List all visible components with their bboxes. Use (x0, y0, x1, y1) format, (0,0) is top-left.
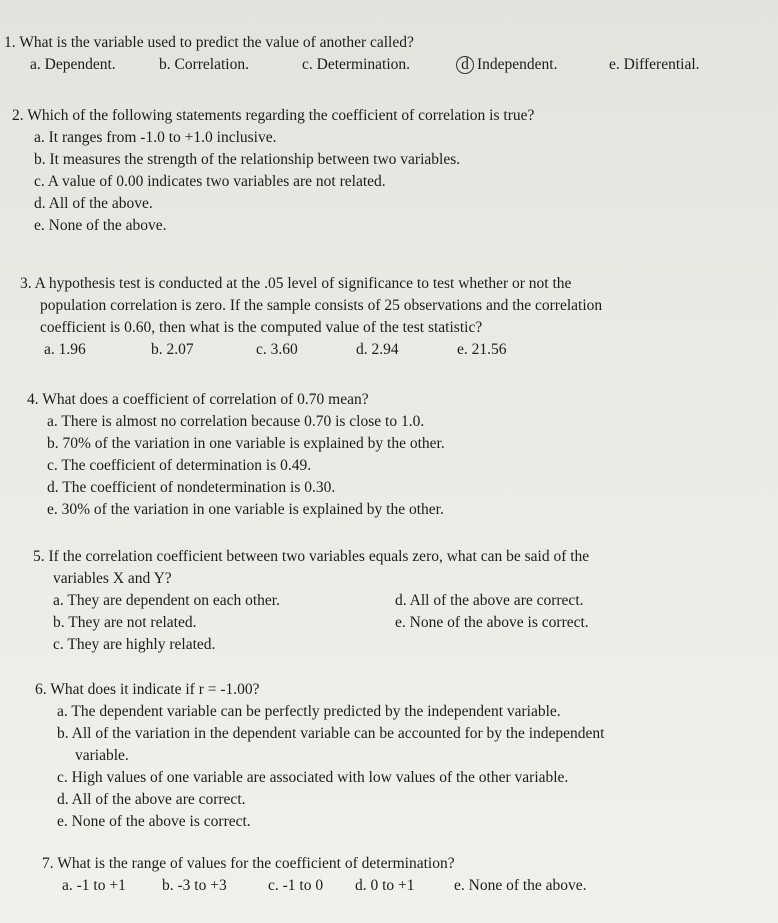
q3-option-a[interactable]: a. 1.96 (44, 341, 86, 358)
question-4 (27, 389, 767, 521)
question-1-options (4, 54, 744, 76)
q2-option-b[interactable]: b. It measures the strength of the relationship between two variables. (34, 151, 461, 168)
q2-option-d[interactable]: d. All of the above. (34, 195, 153, 212)
q7-option-b[interactable]: b. -3 to +3 (162, 877, 227, 894)
question-1 (4, 32, 744, 76)
q4-option-c[interactable]: c. The coefficient of determination is 0.49. (47, 457, 312, 474)
question-3-options (20, 339, 765, 361)
q6-option-c[interactable]: c. High values of one variable are associated with low values of the other variable. (57, 769, 569, 786)
q2-option-e[interactable]: e. None of the above. (34, 217, 167, 234)
q6-option-b-continued: variable. (75, 747, 129, 764)
q6-option-e[interactable]: e. None of the above is correct. (57, 813, 251, 830)
question-7-stem: 7. What is the range of values for the coefficient of determination? (42, 855, 455, 872)
question-7 (42, 853, 762, 897)
question-6-stem: 6. What does it indicate if r = -1.00? (35, 681, 260, 698)
question-1-stem: 1. What is the variable used to predict the value of another called? (4, 34, 414, 51)
question-5-stem-line-2: variables X and Y? (53, 570, 172, 587)
q5-option-b[interactable]: b. They are not related. (53, 614, 197, 631)
q5-option-a[interactable]: a. They are dependent on each other. (53, 592, 280, 609)
circled-answer-mark: d (456, 56, 474, 74)
q5-option-e[interactable]: e. None of the above is correct. (395, 614, 589, 631)
q7-option-e[interactable]: e. None of the above. (454, 877, 587, 894)
q4-option-d[interactable]: d. The coefficient of nondetermination is 0.30. (47, 479, 336, 496)
question-5-options (33, 590, 773, 656)
q5-option-c[interactable]: c. They are highly related. (53, 636, 216, 653)
question-5-stem-line-1: 5. If the correlation coefficient between two variables equals zero, what can be said of the (33, 548, 590, 565)
q3-option-c[interactable]: c. 3.60 (256, 341, 298, 358)
q4-option-e[interactable]: e. 30% of the variation in one variable is explained by the other. (47, 501, 444, 518)
q2-option-a[interactable]: a. It ranges from -1.0 to +1.0 inclusive. (34, 129, 277, 146)
q6-option-b[interactable]: b. All of the variation in the dependent variable can be accounted for by the independent (57, 725, 605, 742)
q1-option-b[interactable]: b. Correlation. (159, 56, 249, 73)
q7-option-d[interactable]: d. 0 to +1 (355, 877, 415, 894)
question-3-stem-line-2: population correlation is zero. If the sample consists of 25 observations and the correlation (40, 297, 603, 314)
q1-option-d[interactable] (456, 54, 557, 76)
q4-option-a[interactable]: a. There is almost no correlation because 0.70 is close to 1.0. (47, 413, 425, 430)
q6-option-a[interactable]: a. The dependent variable can be perfectly predicted by the independent variable. (57, 703, 561, 720)
q3-option-b[interactable]: b. 2.07 (151, 341, 194, 358)
question-6 (35, 679, 775, 833)
question-3-stem-line-1: 3. A hypothesis test is conducted at the .05 level of significance to test whether or not the (20, 275, 572, 292)
question-3 (20, 273, 765, 361)
question-3-stem-line-3: coefficient is 0.60, then what is the computed value of the test statistic? (40, 319, 483, 336)
question-4-stem: 4. What does a coefficient of correlation of 0.70 mean? (27, 391, 369, 408)
q7-option-a[interactable]: a. -1 to +1 (62, 877, 126, 894)
q6-option-d[interactable]: d. All of the above are correct. (57, 791, 246, 808)
q4-option-b[interactable]: b. 70% of the variation in one variable is explained by the other. (47, 435, 445, 452)
q5-option-d[interactable]: d. All of the above are correct. (395, 592, 584, 609)
question-2 (12, 105, 752, 237)
q1-option-e[interactable]: e. Differential. (609, 56, 700, 73)
q1-option-a[interactable]: a. Dependent. (30, 56, 116, 73)
question-5 (33, 546, 773, 656)
q1-option-d-text: Independent. (477, 56, 558, 73)
q7-option-c[interactable]: c. -1 to 0 (268, 877, 324, 894)
q3-option-e[interactable]: e. 21.56 (457, 341, 507, 358)
q3-option-d[interactable]: d. 2.94 (356, 341, 399, 358)
question-7-options (42, 875, 762, 897)
question-2-stem: 2. Which of the following statements regarding the coefficient of correlation is true? (12, 107, 535, 124)
q2-option-c[interactable]: c. A value of 0.00 indicates two variables are not related. (34, 173, 386, 190)
q1-option-c[interactable]: c. Determination. (302, 56, 411, 73)
